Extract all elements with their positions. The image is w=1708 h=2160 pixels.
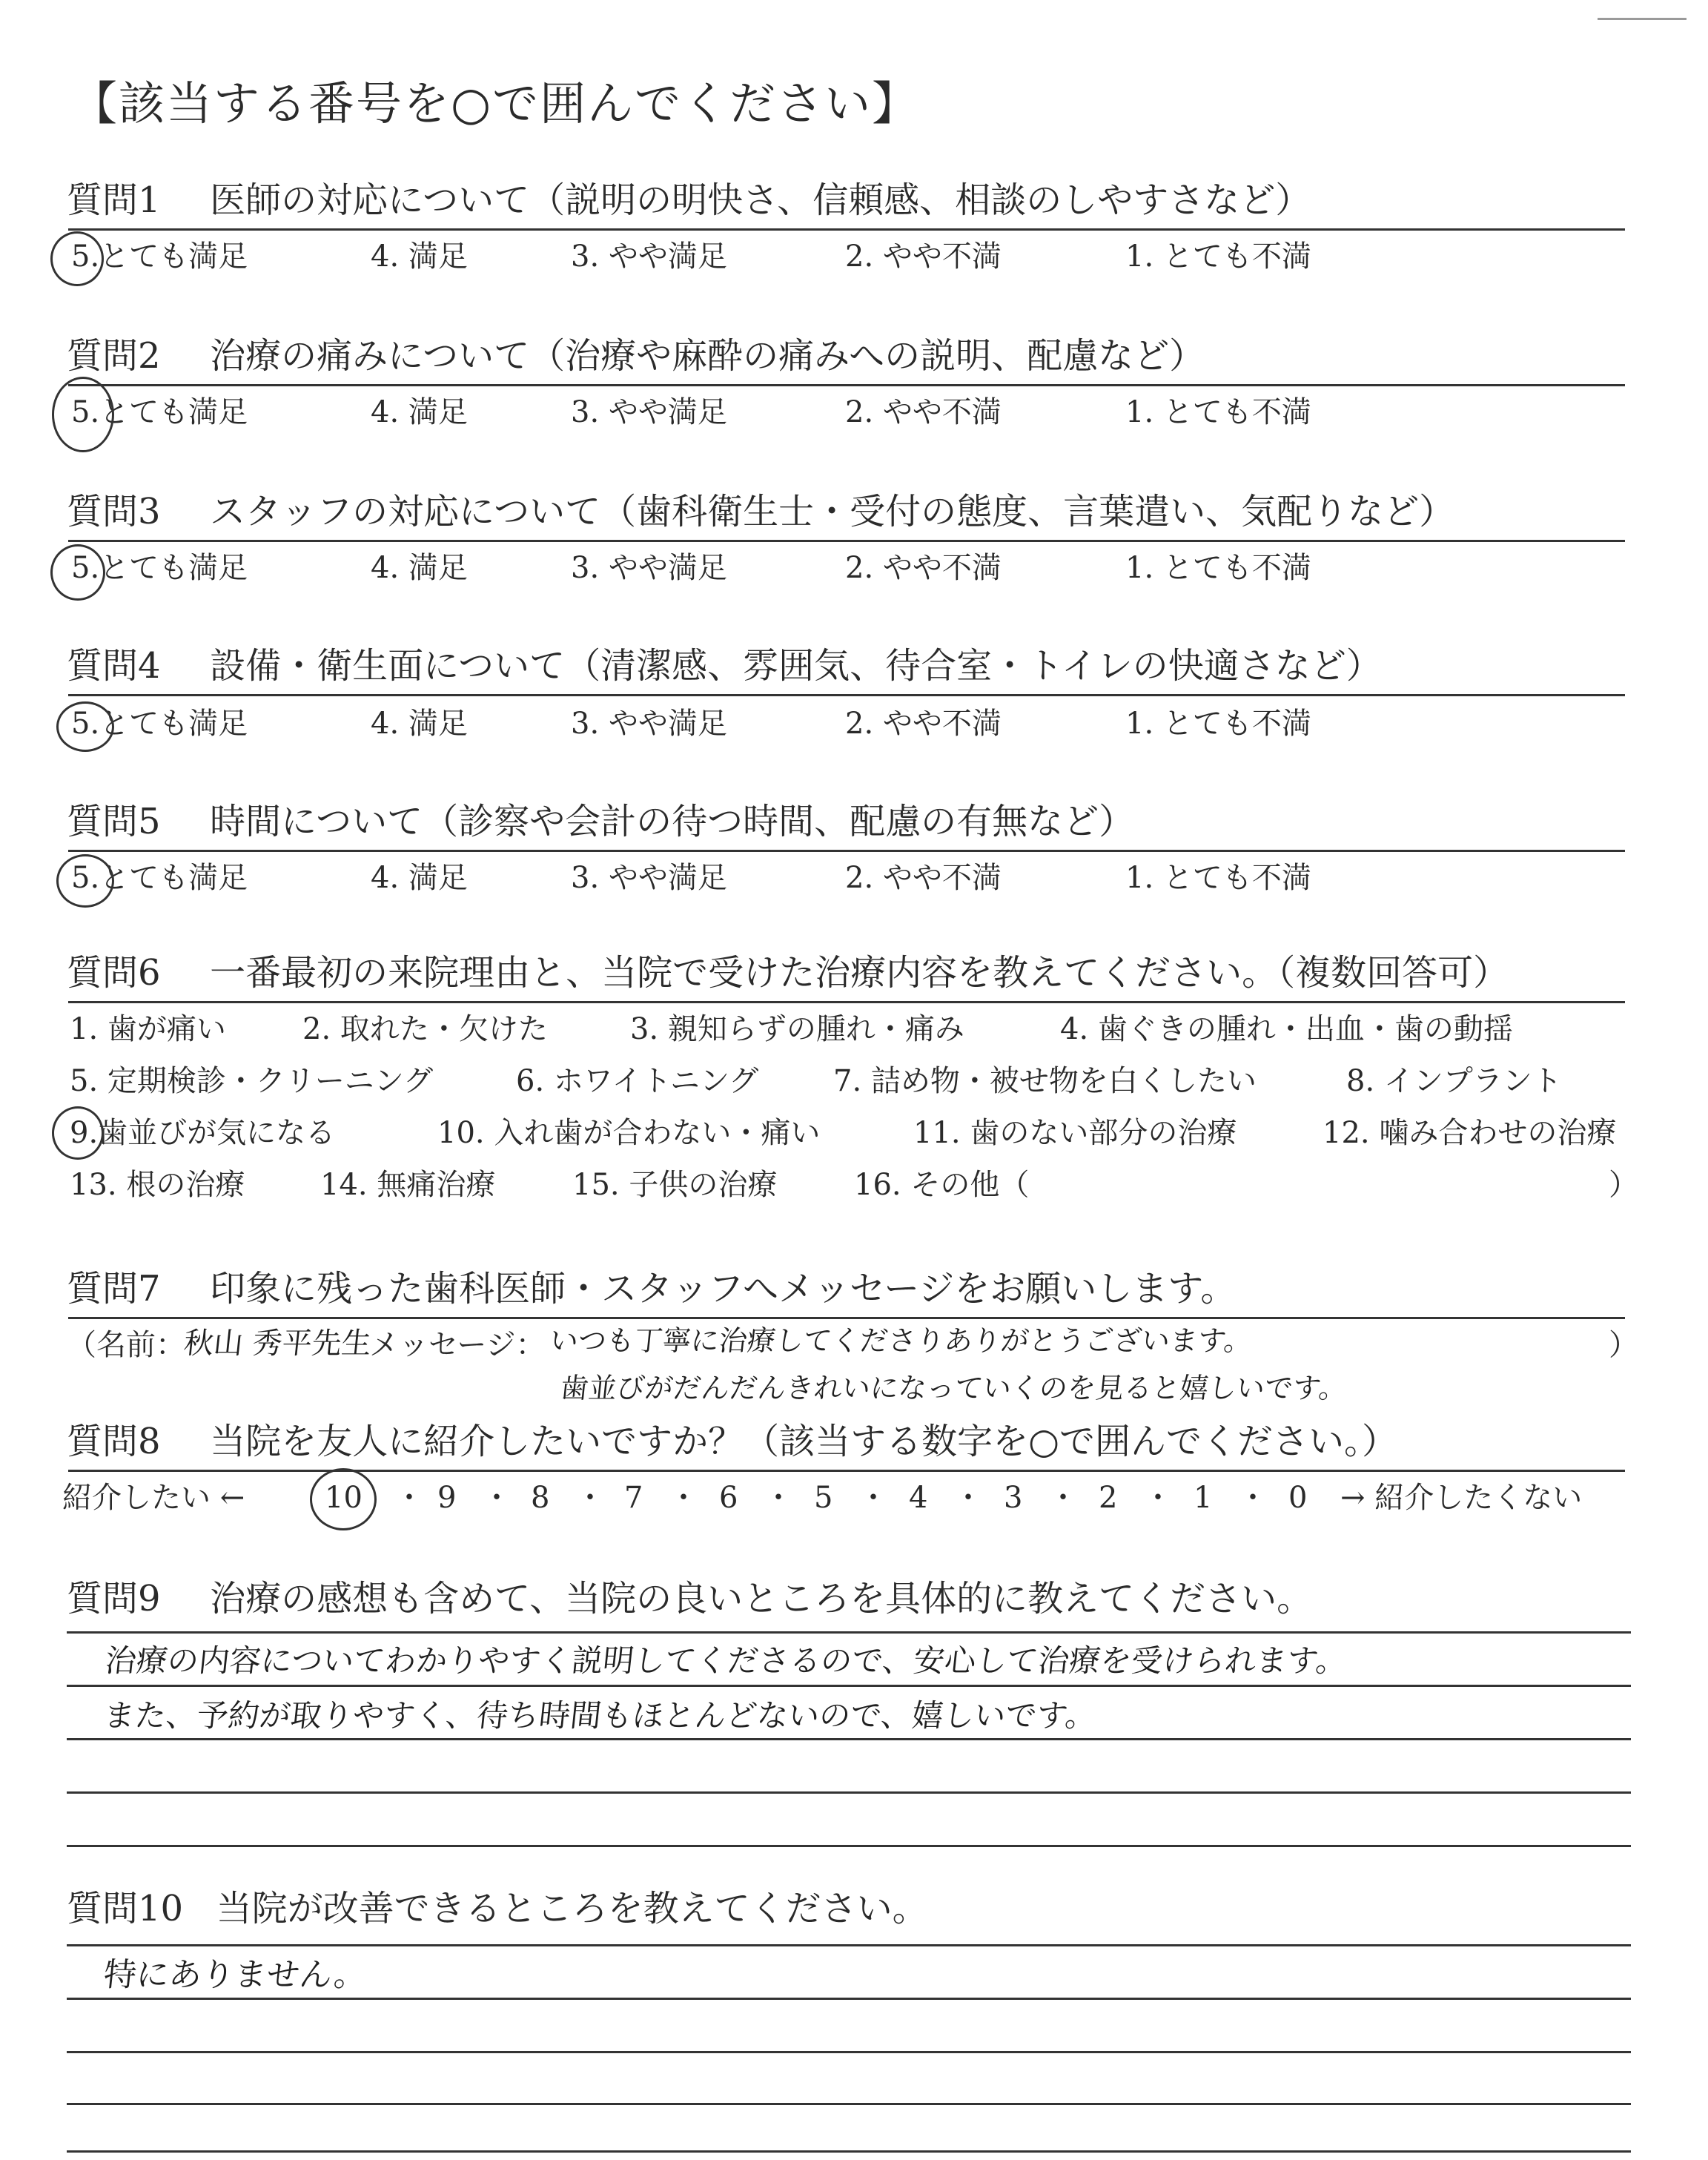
- q8-dot: ・: [1048, 1481, 1078, 1515]
- q8-scale-1[interactable]: 1: [1194, 1481, 1213, 1515]
- q3-option-2[interactable]: 2. やや不満: [845, 551, 1002, 585]
- q8-scale-9[interactable]: 9: [437, 1481, 457, 1515]
- question-3-label: 質問3: [67, 491, 161, 532]
- q8-dot: ・: [1143, 1481, 1173, 1515]
- q6-option-6[interactable]: 6. ホワイトニング: [516, 1064, 759, 1098]
- question-10-title: [67, 1885, 928, 1932]
- q9-line: [67, 1738, 1631, 1740]
- question-6-title: [67, 949, 1509, 997]
- q3-option-5-number: 5.: [71, 551, 100, 585]
- q4-selection-circle: [56, 701, 114, 752]
- q6-option-4[interactable]: 4. 歯ぐきの腫れ・出血・歯の動揺: [1060, 1012, 1513, 1046]
- q10-line: [67, 2051, 1631, 2053]
- q6-option-11[interactable]: 11. 歯のない部分の治療: [913, 1116, 1237, 1150]
- q6-option-12[interactable]: 12. 噛み合わせの治療: [1323, 1116, 1617, 1150]
- page-title: 【該当する番号を○で囲んでください】: [71, 76, 920, 131]
- question-8-text: 当院を友人に紹介したいですか？（該当する数字を○で囲んでください。）: [210, 1421, 1397, 1462]
- question-2-label: 質問2: [67, 335, 161, 377]
- question-7-text: 印象に残った歯科医師・スタッフへメッセージをお願いします。: [210, 1268, 1237, 1309]
- q4-option-3[interactable]: 3. やや満足: [571, 707, 727, 741]
- q10-line: [67, 2150, 1631, 2153]
- question-3-title: [67, 488, 1454, 535]
- question-4-title: [67, 642, 1382, 690]
- question-5-text: 時間について（診察や会計の待つ時間、配慮の有無など）: [210, 801, 1135, 842]
- q3-option-1[interactable]: 1. とても不満: [1125, 551, 1311, 585]
- q7-message-label: メッセージ：: [369, 1328, 546, 1362]
- q5-option-5-number: 5.: [71, 861, 100, 895]
- q6-selection-circle: [52, 1106, 104, 1160]
- q6-option-15[interactable]: 15. 子供の治療: [572, 1168, 778, 1202]
- q4-option-1[interactable]: 1. とても不満: [1125, 707, 1311, 741]
- q6-option-10[interactable]: 10. 入れ歯が合わない・痛い: [437, 1116, 821, 1150]
- q8-scale-0[interactable]: 0: [1288, 1481, 1308, 1515]
- q5-option-2[interactable]: 2. やや不満: [845, 861, 1002, 895]
- question-6-rule: [68, 1001, 1625, 1003]
- q8-scale-10[interactable]: 10: [325, 1481, 363, 1515]
- question-7-label: 質問7: [67, 1268, 161, 1309]
- q1-option-2[interactable]: 2. やや不満: [845, 240, 1002, 274]
- question-1-rule: [68, 228, 1625, 231]
- q10-answer-line-1[interactable]: 特にありません。: [102, 1956, 369, 1994]
- q8-scale-4[interactable]: 4: [909, 1481, 928, 1515]
- question-9-label: 質問9: [67, 1578, 161, 1619]
- question-7-rule: [68, 1317, 1625, 1319]
- q5-option-4[interactable]: 4. 満足: [371, 861, 468, 895]
- q9-line: [67, 1791, 1631, 1794]
- q6-option-9[interactable]: [70, 1114, 335, 1152]
- q9-answer-line-2[interactable]: また、予約が取りやすく、待ち時間もほとんどないので、嬉しいです。: [102, 1697, 1099, 1734]
- q9-line: [67, 1845, 1631, 1847]
- q3-option-5-label: とても満足: [99, 551, 248, 585]
- q8-dot: ・: [1238, 1481, 1268, 1515]
- q4-option-5-label: とても満足: [99, 707, 248, 741]
- q6-option-16[interactable]: 16. その他（: [854, 1168, 1030, 1202]
- q8-left-label: 紹介したい ←: [62, 1481, 245, 1515]
- q1-option-3[interactable]: 3. やや満足: [571, 240, 727, 274]
- q6-option-16-close: ）: [1609, 1168, 1638, 1202]
- q5-option-1[interactable]: 1. とても不満: [1125, 861, 1311, 895]
- q6-option-2[interactable]: 2. 取れた・欠けた: [302, 1012, 548, 1046]
- q3-option-3[interactable]: 3. やや満足: [571, 551, 727, 585]
- q7-name-value[interactable]: 秋山 秀平先生: [182, 1327, 374, 1361]
- q4-option-2[interactable]: 2. やや不満: [845, 707, 1002, 741]
- q3-option-4[interactable]: 4. 満足: [371, 551, 468, 585]
- question-9-text: 治療の感想も含めて、当院の良いところを具体的に教えてください。: [210, 1578, 1313, 1619]
- q8-scale-3[interactable]: 3: [1004, 1481, 1023, 1515]
- question-1-text: 医師の対応について（説明の明快さ、信頼感、相談のしやすさなど）: [210, 179, 1311, 221]
- question-10-label: 質問10: [67, 1888, 184, 1929]
- question-6-label: 質問6: [67, 952, 161, 994]
- question-4-rule: [68, 694, 1625, 696]
- q6-option-13[interactable]: 13. 根の治療: [70, 1168, 245, 1202]
- question-2-rule: [68, 384, 1625, 386]
- q8-scale-2[interactable]: 2: [1099, 1481, 1118, 1515]
- question-3-text: スタッフの対応について（歯科衛生士・受付の態度、言葉遣い、気配りなど）: [210, 491, 1455, 532]
- q9-line: [67, 1685, 1631, 1687]
- q8-dot: ・: [482, 1481, 512, 1515]
- q3-selection-circle: [50, 544, 105, 601]
- q8-scale-6[interactable]: 6: [719, 1481, 738, 1515]
- q8-dot: ・: [858, 1481, 888, 1515]
- q8-dot: ・: [575, 1481, 605, 1515]
- q7-message-line-1[interactable]: いつも丁寧に治療してくださりありがとうございます。: [548, 1324, 1254, 1357]
- q8-right-label: → 紹介したくない: [1340, 1481, 1583, 1515]
- question-5-label: 質問5: [67, 801, 161, 842]
- question-7-title: [67, 1265, 1236, 1312]
- q2-option-1[interactable]: 1. とても不満: [1125, 395, 1311, 429]
- q5-selection-circle: [56, 854, 114, 908]
- q6-option-7[interactable]: 7. 詰め物・被せ物を白くしたい: [833, 1064, 1257, 1098]
- q2-option-3[interactable]: 3. やや満足: [571, 395, 727, 429]
- question-8-title: [67, 1418, 1397, 1465]
- question-1-title: [67, 176, 1311, 224]
- q10-line: [67, 1998, 1631, 2000]
- q10-line: [67, 2103, 1631, 2105]
- q2-option-2[interactable]: 2. やや不満: [845, 395, 1002, 429]
- q1-option-5-number: 5.: [71, 240, 100, 274]
- q9-answer-line-1[interactable]: 治療の内容についてわかりやすく説明してくださるので、安心して治療を受けられます。: [103, 1642, 1349, 1679]
- q1-option-4[interactable]: 4. 満足: [371, 240, 468, 274]
- question-8-rule: [68, 1470, 1625, 1472]
- q4-option-5-number: 5.: [71, 707, 100, 741]
- q4-option-4[interactable]: 4. 満足: [371, 707, 468, 741]
- question-8-label: 質問8: [67, 1421, 161, 1462]
- question-4-label: 質問4: [67, 645, 161, 687]
- q8-scale-7[interactable]: 7: [624, 1481, 643, 1515]
- q1-option-1[interactable]: 1. とても不満: [1125, 240, 1311, 274]
- q6-option-5[interactable]: 5. 定期検診・クリーニング: [70, 1064, 434, 1098]
- q8-dot: ・: [669, 1481, 698, 1515]
- q6-option-8[interactable]: 8. インプラント: [1346, 1064, 1562, 1098]
- scan-edge-line: [1598, 18, 1687, 20]
- question-10-text: 当院が改善できるところを教えてください。: [216, 1888, 928, 1929]
- question-9-title: [67, 1575, 1312, 1622]
- q1-selection-circle: [50, 231, 104, 286]
- q10-line: [67, 1944, 1631, 1946]
- q2-option-5-number: 5.: [71, 395, 100, 429]
- q5-option-5-label: とても満足: [99, 861, 248, 895]
- q7-name-prefix: （名前：: [67, 1328, 185, 1362]
- question-4-text: 設備・衛生面について（清潔感、雰囲気、待合室・トイレの快適さなど）: [210, 645, 1382, 687]
- q8-dot: ・: [394, 1481, 424, 1515]
- q9-line: [67, 1631, 1631, 1634]
- q7-close-paren: ）: [1609, 1328, 1638, 1362]
- q6-option-14[interactable]: 14. 無痛治療: [320, 1168, 496, 1202]
- question-2-title: [67, 332, 1205, 380]
- question-6-text: 一番最初の来院理由と、当院で受けた治療内容を教えてください。（複数回答可）: [210, 952, 1509, 994]
- q6-option-1[interactable]: 1. 歯が痛い: [70, 1012, 226, 1046]
- q7-message-line-2[interactable]: 歯並びがだんだんきれいになっていくのを見ると嬉しいです。: [558, 1372, 1349, 1404]
- q2-option-5-label: とても満足: [99, 395, 248, 429]
- q8-dot: ・: [953, 1481, 983, 1515]
- q5-option-3[interactable]: 3. やや満足: [571, 861, 727, 895]
- q8-selection-circle: [310, 1468, 377, 1530]
- q2-selection-circle: [52, 377, 114, 452]
- q1-option-5-label: とても満足: [99, 240, 248, 274]
- q6-option-3[interactable]: 3. 親知らずの腫れ・痛み: [630, 1012, 964, 1046]
- q8-scale-8[interactable]: 8: [531, 1481, 550, 1515]
- question-1-label: 質問1: [67, 179, 161, 221]
- q8-scale-5[interactable]: 5: [814, 1481, 833, 1515]
- question-3-rule: [68, 540, 1625, 542]
- q6-option-9-number: 9.: [70, 1116, 99, 1150]
- q8-dot: ・: [764, 1481, 793, 1515]
- question-2-text: 治療の痛みについて（治療や麻酔の痛みへの説明、配慮など）: [210, 335, 1205, 377]
- q2-option-4[interactable]: 4. 満足: [371, 395, 468, 429]
- q6-option-9-label: 歯並びが気になる: [98, 1116, 336, 1150]
- question-5-rule: [68, 850, 1625, 852]
- question-5-title: [67, 798, 1134, 845]
